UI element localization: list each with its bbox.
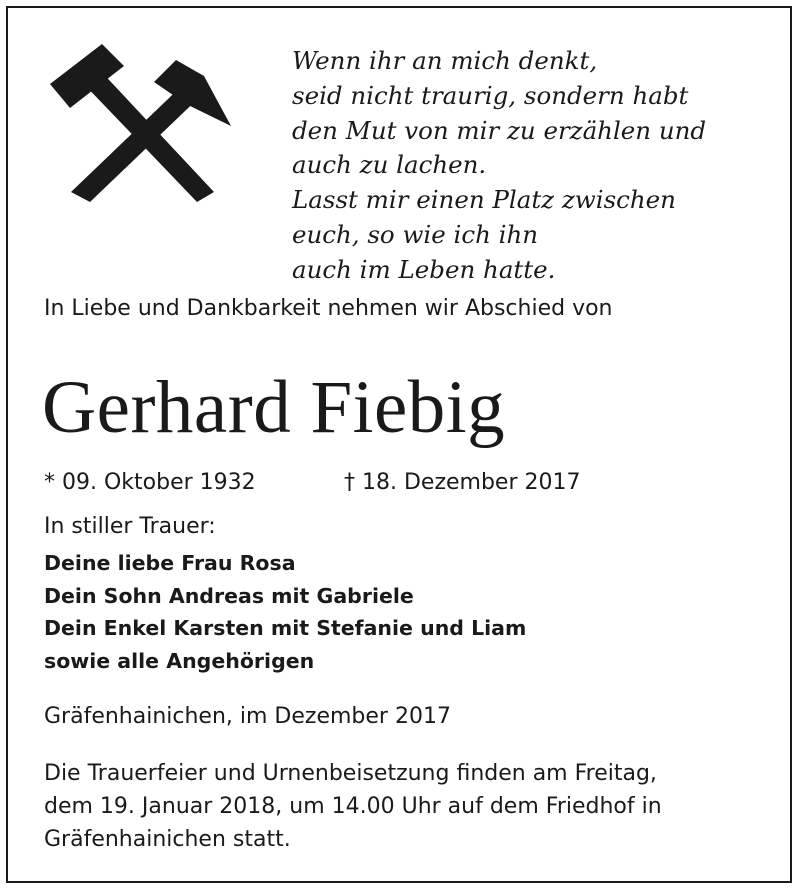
poem-line: auch zu lachen.	[292, 150, 487, 180]
ceremony-line: dem 19. Januar 2018, um 14.00 Uhr auf dem Friedhof in	[44, 794, 662, 819]
poem-line: auch im Leben hatte.	[292, 254, 556, 284]
poem-line: den Mut von mir zu erzählen und	[292, 115, 707, 145]
hammer-and-pick-icon	[44, 40, 240, 202]
poem	[292, 44, 706, 288]
intro-text: In Liebe und Dankbarkeit nehmen wir Abschied von	[44, 296, 613, 321]
deceased-name: Gerhard Fiebig	[42, 366, 506, 449]
place-date: Gräfenhainichen, im Dezember 2017	[44, 704, 451, 729]
poem-line: euch, so wie ich ihn	[292, 219, 539, 249]
mourner-entry: Dein Enkel Karsten mit Stefanie und Liam	[44, 616, 527, 640]
mourners-list	[44, 547, 526, 677]
ceremony-info	[44, 757, 662, 856]
poem-line: Wenn ihr an mich denkt,	[292, 46, 598, 75]
mourning-label: In stiller Trauer:	[44, 514, 216, 539]
birth-date: * 09. Oktober 1932	[44, 470, 256, 495]
mourner-entry: Dein Sohn Andreas mit Gabriele	[44, 583, 414, 608]
mourner-entry: Deine liebe Frau Rosa	[44, 551, 296, 575]
death-date: † 18. Dezember 2017	[344, 470, 581, 495]
ceremony-line: Gräfenhainichen statt.	[44, 827, 291, 852]
poem-line: seid nicht traurig, sondern habt	[292, 80, 689, 110]
ceremony-line: Die Trauerfeier und Urnenbeisetzung finden am Freitag,	[44, 761, 657, 786]
poem-line: Lasst mir einen Platz zwischen	[292, 185, 676, 215]
mourner-entry: sowie alle Angehörigen	[44, 648, 315, 673]
